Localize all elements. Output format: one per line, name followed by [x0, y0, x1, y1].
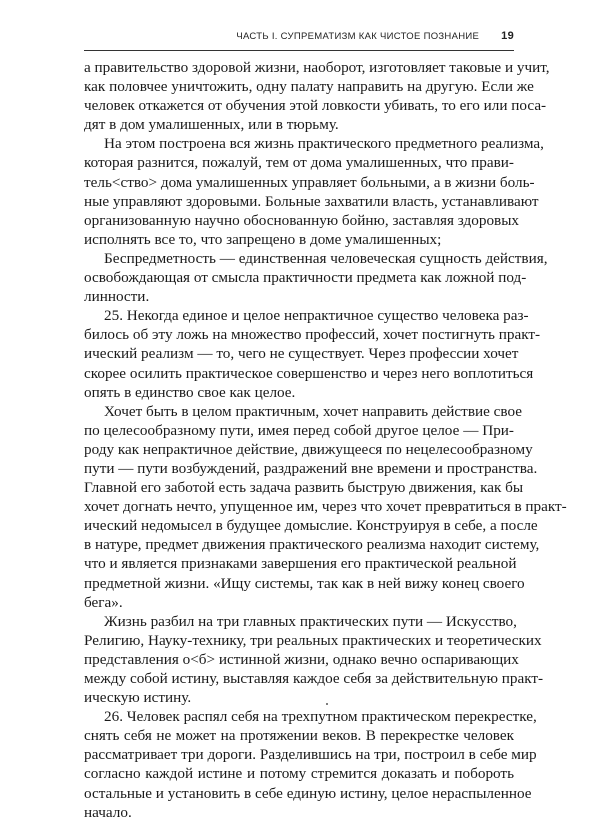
text-line: бега».	[84, 593, 123, 611]
text-line: между собой истину, выставляя каждое себя за действительную практ-	[84, 670, 544, 687]
text-line: человек откажется от обучения этой ловкости убивать, то его или поса-	[84, 97, 547, 115]
text-line: дят в дом умалишенных, или в тюрьму.	[84, 116, 339, 134]
paragraph	[84, 58, 550, 134]
paragraph	[84, 402, 567, 612]
text-line: пути — пути возбуждений, раздражений вне времени и пространства.	[84, 459, 538, 477]
text-line: снять себя не может на протяжении веков. В перекрестке человек	[84, 727, 514, 745]
text-line: исполнять все то, что запрещено в доме умалишенных;	[84, 230, 442, 248]
running-title: ЧАСТЬ I. СУПРЕМАТИЗМ КАК ЧИСТОЕ ПОЗНАНИЕ	[236, 31, 480, 42]
text-line: а правительство здоровой жизни, наоборот, изготовляет таковые и учит,	[84, 59, 550, 76]
text-line: представления о<б> истинной жизни, однако вечно оспаривающих	[84, 650, 519, 668]
text-line: согласно каждой истине и потому стремится доказать и побороть	[84, 765, 514, 783]
text-line: Жизнь разбил на три главных практических пути — Искусство,	[104, 612, 517, 630]
text-line: Беспредметность — единственная человеческая сущность действия,	[104, 249, 548, 267]
text-line: ический реализм — то, чего не существует. Через профессии хочет	[84, 345, 519, 363]
page-number: 19	[501, 30, 514, 42]
text-line: организованную научно обоснованную бойню, заставляя здоровых	[84, 211, 520, 229]
paragraph	[84, 612, 544, 707]
text-line: начало.	[84, 803, 132, 821]
text-line: На этом построена вся жизнь практического предметного реализма,	[104, 135, 544, 153]
text-line: освобождающая от смысла практичности предмета как ложной под-	[84, 269, 527, 287]
text-line: остальные и установить в себе единую истину, целое нераспыленное	[84, 784, 532, 802]
text-line: скорее осилить практическое совершенство и через него воплотиться	[84, 364, 534, 382]
paragraph	[84, 306, 541, 401]
text-line: Религию, Науку-технику, три реальных практических и теоретических	[84, 631, 542, 649]
text-line: которая разнится, пожалуй, тем от дома умалишенных, что прави-	[84, 154, 514, 172]
paragraph	[84, 707, 537, 822]
text-line: что и является признаками завершения его практической реальной	[84, 555, 517, 573]
text-line: тель<ство> дома умалишенных управляет больными, а в жизни боль-	[84, 173, 535, 191]
text-line: рассматривает три дороги. Разделившись на три, построил в себе мир	[84, 746, 537, 764]
text-line: 26. Человек распял себя на трехпутном практическом перекрестке,	[104, 708, 537, 726]
text-line: роду как непрактичное действие, движущееся по нецелесообразному	[84, 440, 533, 458]
paragraph	[84, 134, 544, 249]
header-rule	[84, 50, 514, 51]
text-line: 25. Некогда единое и целое непрактичное существо человека раз-	[104, 307, 529, 325]
text-line: ные управляют здоровыми. Больные захватили власть, устанавливают	[84, 192, 539, 210]
text-line: хочет догнать нечто, упущенное им, через что хочет превратиться в практ-	[84, 498, 567, 516]
running-header	[84, 30, 514, 42]
text-line: линности.	[84, 288, 150, 306]
text-line: Хочет быть в целом практичным, хочет направить действие свое	[104, 402, 522, 420]
print-speck	[326, 703, 328, 705]
text-line: как половчее уничтожить, одну палату направить на другую. Если же	[84, 78, 534, 96]
text-line: билось об эту ложь на множество профессий, хочет постигнуть практ-	[84, 326, 541, 344]
text-line: Главной его заботой есть задача развить быструю движения, как бы	[84, 479, 524, 497]
paragraph	[84, 249, 548, 306]
text-line: по целесообразному пути, имея перед собой другое целое — При-	[84, 421, 514, 439]
text-line: в натуре, предмет движения практического реализма находит систему,	[84, 536, 540, 554]
text-line: ическую истину.	[84, 689, 192, 707]
text-line: ический недомысел в будущее домыслие. Конструируя в себе, а после	[84, 517, 538, 535]
text-line: предметной жизни. «Ищу системы, так как в ней вижу конец своего	[84, 574, 525, 592]
body-text	[84, 58, 567, 822]
text-line: опять в единство свое как целое.	[84, 383, 296, 401]
